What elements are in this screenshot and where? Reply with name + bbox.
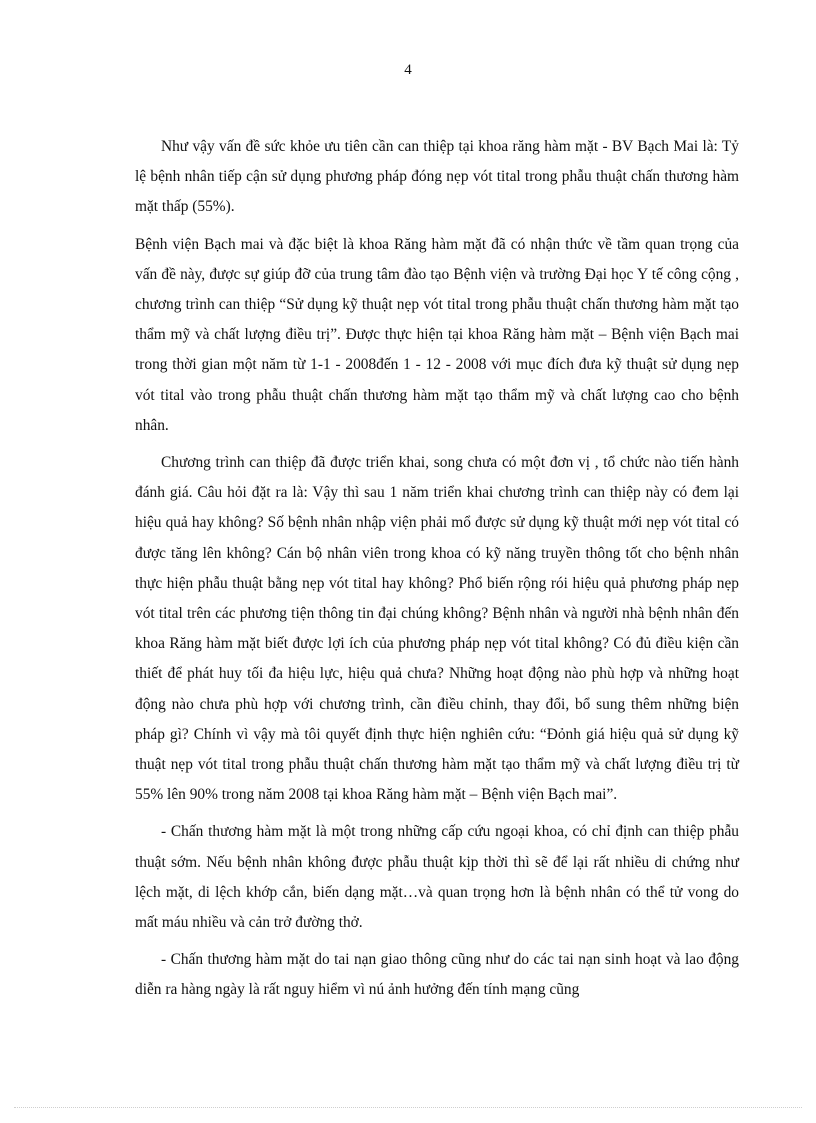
document-body [135, 132, 739, 1013]
paragraph-trauma-definition: - Chấn thương hàm mặt là một trong những cấp cứu ngoại khoa, có chỉ định can thiệp phẫu thuật sớm. Nếu bệnh nhân không được phẫu thuật kịp thời thì sẽ để lại rất nhiều di chứng như lệch mặt, di lệch khớp cắn, biến dạng mặt…và quan trọng hơn là bệnh nhân có thể tử vong do mất máu nhiều và cản trở đường thở. [135, 823, 739, 932]
paragraph-priority-issue: Như vậy vấn đề sức khỏe ưu tiên cần can thiệp tại khoa răng hàm mặt - BV Bạch Mai là: Tỷ lệ bệnh nhân tiếp cận sử dụng phương pháp đóng nẹp vót tital trong phẫu thuật chấn thương hàm mặt thấp (55%). [135, 138, 739, 216]
paragraph-program-background: Bệnh viện Bạch mai và đặc biệt là khoa Răng hàm mặt đã có nhận thức về tầm quan trọng của vấn đề này, được sự giúp đỡ của trung tâm đào tạo Bệnh viện và trường Đại học Y tế công cộng , chương trình can thiệp “Sử dụng kỹ thuật nẹp vót tital trong phẫu thuật chấn thương hàm mặt tạo thẩm mỹ và chất lượng điều trị”. Được thực hiện tại khoa Răng hàm mặt – Bệnh viện Bạch mai trong thời gian một năm từ 1-1 - 2008đến 1 - 12 - 2008 với mục đích đưa kỹ thuật sử dụng nẹp vót tital vào trong phẫu thuật chấn thương hàm mặt tạo thẩm mỹ và chất lượng cao cho bệnh nhân. [135, 235, 739, 434]
paragraph-trauma-causes: - Chấn thương hàm mặt do tai nạn giao thông cũng như do các tai nạn sinh hoạt và lao động diễn ra hàng ngày là rất nguy hiểm vì nú ảnh hưởng đến tính mạng cũng [135, 951, 739, 999]
paragraph-research-questions: Chương trình can thiệp đã được triển khai, song chưa có một đơn vị , tổ chức nào tiến hành đánh giá. Câu hỏi đặt ra là: Vậy thì sau 1 năm triển khai chương trình can thiệp này có đem lại hiệu quả hay không? Số bệnh nhân nhập viện phải mổ được sử dụng kỹ thuật mới nẹp vót tital có được tăng lên không? Cán bộ nhân viên trong khoa có kỹ năng truyền thông tốt cho bệnh nhân thực hiện phẫu thuật bằng nẹp vót tital hay không? Phổ biến rộng rói hiệu quả phương pháp nẹp vót tital trên các phương tiện thông tin đại chúng không? Bệnh nhân và người nhà bệnh nhân đến khoa Răng hàm mặt biết được lợi ích của phương pháp nẹp vót tital không? Có đủ điều kiện cần thiết để phát huy tối đa hiệu lực, hiệu quả chưa? Những hoạt động nào phù hợp và những hoạt động nào chưa phù hợp với chương trình, cần điều chỉnh, thay đổi, bổ sung thêm những biện pháp gì? Chính vì vậy mà tôi quyết định thực hiện nghiên cứu: “Đỏnh giá hiệu quả sử dụng kỹ thuật nẹp vót tital trong phẫu thuật chấn thương hàm mặt tạo thẩm mỹ và chất lượng điều trị từ 55% lên 90% trong năm 2008 tại khoa Răng hàm mặt – Bệnh viện Bạch mai”. [135, 454, 739, 804]
page-number: 4 [404, 62, 412, 78]
page-bottom-divider [14, 1107, 802, 1108]
